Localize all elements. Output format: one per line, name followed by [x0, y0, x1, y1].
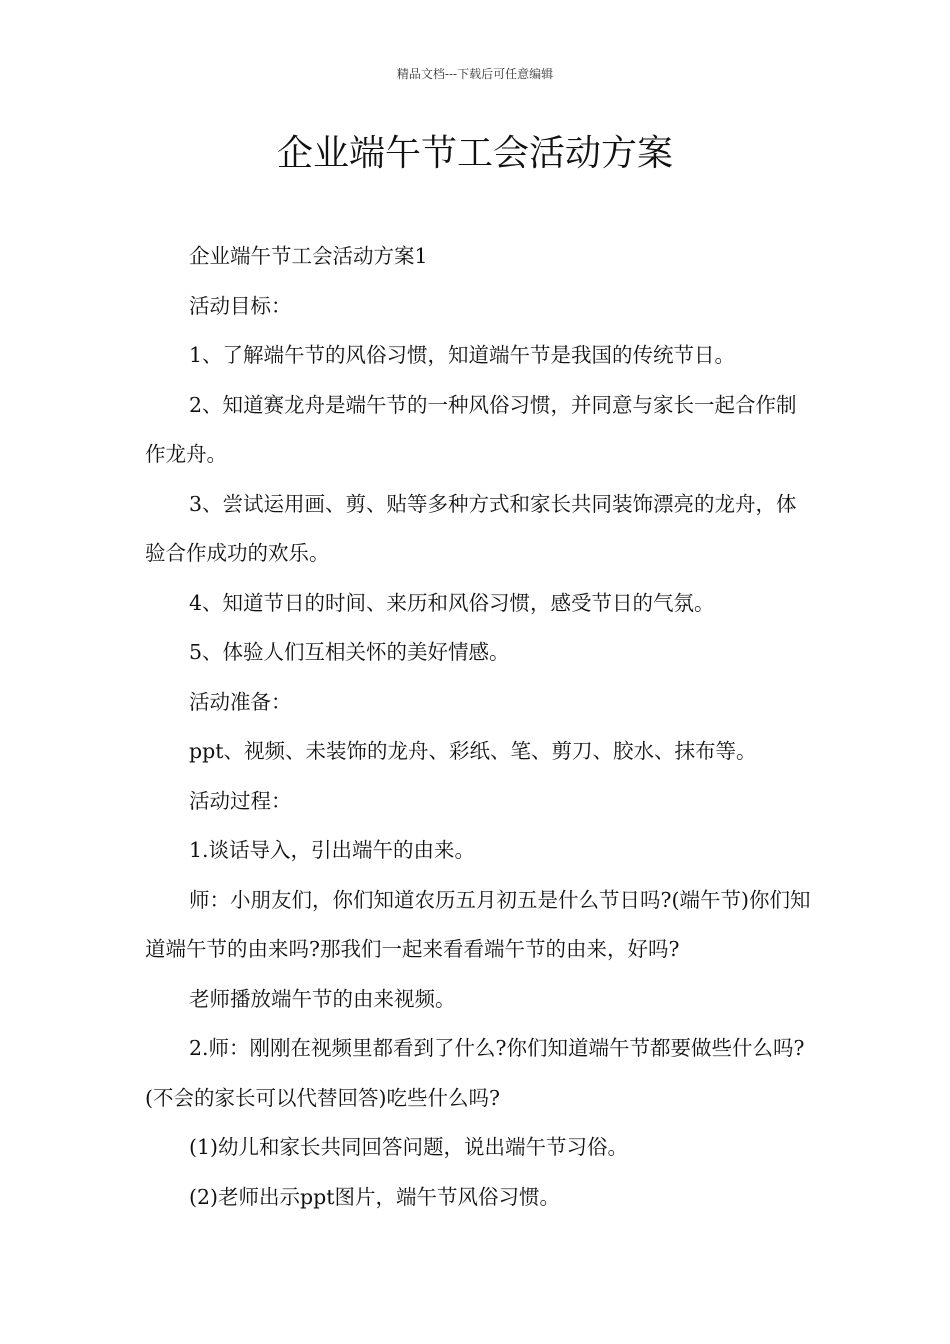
teacher-plays-video: 老师播放端午节的由来视频。 [189, 986, 456, 1011]
goal-item-4: 4、知道节日的时间、来历和风俗习惯，感受节日的气氛。 [189, 590, 715, 615]
subheading-preparation: 活动准备： [189, 689, 292, 714]
goal-item-1: 1、了解端午节的风俗习惯，知道端午节是我国的传统节日。 [189, 343, 736, 367]
process-substep-1: (1)幼儿和家长共同回答问题，说出端午节习俗。 [189, 1135, 629, 1159]
section-heading: 企业端午节工会活动方案1 [189, 244, 428, 268]
process-step-2: 2.师：刚刚在视频里都看到了什么?你们知道端午节都要做些什么吗?(不会的家长可以代替回答)吃些什么吗? [145, 1036, 805, 1110]
process-step-1: 1.谈话导入，引出端午的由来。 [189, 838, 476, 862]
document-body [145, 232, 813, 1222]
goal-item-2: 2、知道赛龙舟是端午节的一种风俗习惯，并同意与家长一起合作制作龙舟。 [145, 392, 797, 466]
process-substep-2: (2)老师出示ppt图片，端午节风俗习惯。 [189, 1184, 561, 1209]
goal-item-3: 3、尝试运用画、剪、贴等多种方式和家长共同装饰漂亮的龙舟，体验合作成功的欢乐。 [145, 491, 797, 565]
goal-item-5: 5、体验人们互相关怀的美好情感。 [189, 640, 510, 664]
teacher-dialogue-1: 师：小朋友们，你们知道农历五月初五是什么节日吗?(端午节)你们知道端午节的由来吗?那我们一起来看看端午节的由来，好吗? [145, 887, 811, 961]
subheading-process: 活动过程： [189, 788, 292, 813]
header-note: 精品文档---下载后可任意编辑 [396, 67, 554, 81]
preparation-list: ppt、视频、未装饰的龙舟、彩纸、笔、剪刀、胶水、抹布等。 [189, 739, 757, 763]
document-title: 企业端午节工会活动方案 [276, 133, 673, 174]
subheading-goals: 活动目标： [189, 293, 292, 318]
